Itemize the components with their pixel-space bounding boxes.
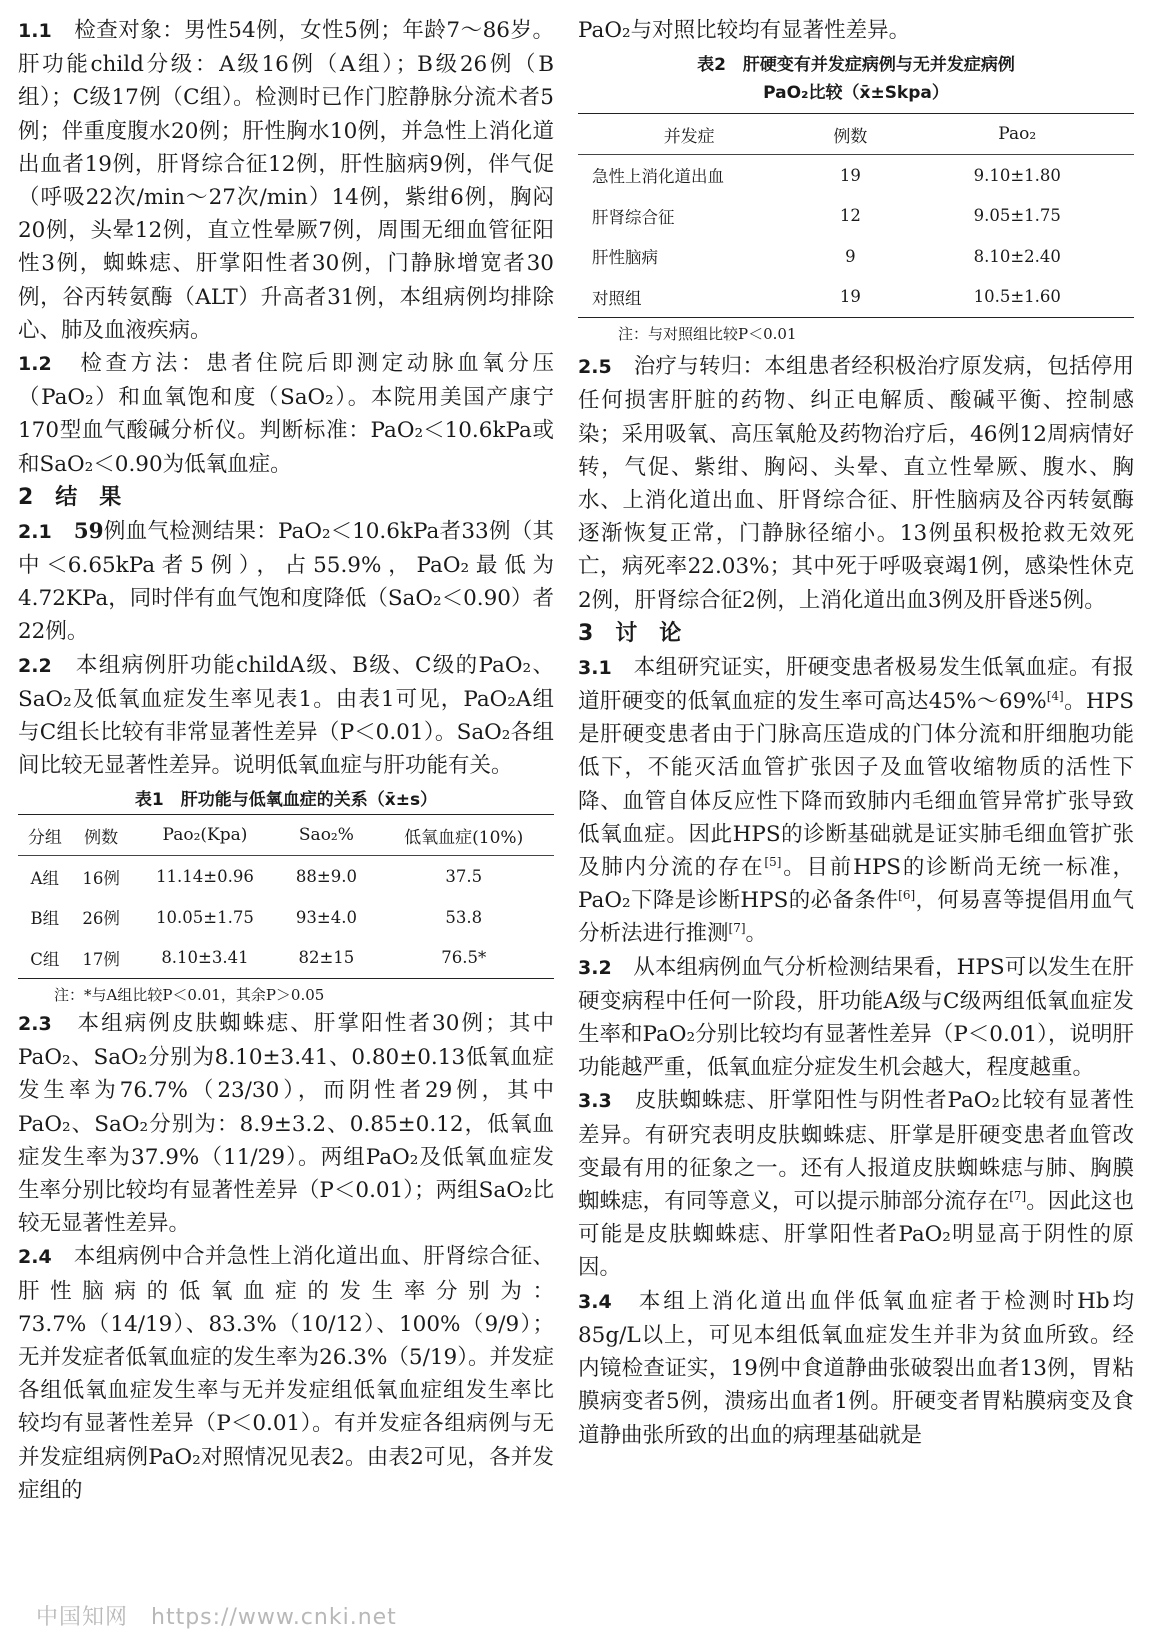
table-header-cell: 并发症 [578,114,800,155]
table-cell: 急性上消化道出血 [592,167,724,187]
table-header-cell: Sao₂% [279,815,373,856]
table-cell: 8.10±3.41 [161,948,249,968]
table-cell: 对照组 [592,288,642,308]
right-column [578,14,1134,1452]
table-cell: 9.05±1.75 [973,206,1061,226]
table-cell: 9 [845,246,856,266]
table-row [578,277,1134,318]
table-cell: 76.5* [441,948,487,968]
table-cell: 88±9.0 [295,867,357,887]
table-header-cell: 分组 [18,815,72,856]
table-header-cell: 例数 [800,114,900,155]
table-header-cell: 例数 [72,815,131,856]
table-cell: 19 [839,287,861,307]
para-3-3: 3.3 皮肤蜘蛛痣、肝掌阳性与阴性者PaO₂比较有显著性差异。有研究表明皮肤蜘蛛痣、肝掌是肝硬变患者血管改变最有用的征象之一。还有人报道皮肤蜘蛛痣与肺、胸膜蜘蛛痣，有同等意义，可以提示肺部分流存在[7]。因此这也可能是皮肤蜘蛛痣、肝掌阳性者PaO₂明显高于阴性的原因。 [578,1088,1134,1281]
table-1 [18,786,554,1007]
table-1-grid [18,814,554,979]
table-row [18,856,554,897]
table-cell: 19 [839,165,861,185]
table-cell: 肝性脑病 [592,248,658,268]
table-header-cell: Pao₂(Kpa) [131,815,280,856]
table-cell: 9.10±1.80 [973,165,1061,185]
table-header-row [18,815,554,856]
table-1-note: 注：*与A组比较P＜0.01，其余P＞0.05 [54,985,325,1004]
table-2-note: 注：与对照组比较P＜0.01 [618,325,797,344]
para-3-1: 3.1 本组研究证实，肝硬变患者极易发生低氧血症。有报道肝硬变的低氧血症的发生率可高达45%～69%[4]。HPS是肝硬变患者由于门脉高压造成的门体分流和肝细胞功能低下，不能灭活血管扩张因子及血管收缩物质的活性下降、血管自体反应性下降而致肺内毛细血管异常扩张导致低氧血症。因此HPS的诊断基础就是证实肺毛细血管扩张及肺内分流的存在[5]。目前HPS的诊断尚无统一标准，PaO₂下降是诊断HPS的必备条件[6]，何易喜等提倡用血气分析法进行推测[7]。 [578,654,1134,947]
table-2-caption-line-1: 表2 肝硬变有并发症病例与无并发症病例 [697,55,1015,76]
table-row [578,236,1134,277]
para-3-4: 3.4 本组上消化道出血伴低氧血症者于检测时Hb均85g/L以上，可见本组低氧血症发生并非为贫血所致。经内镜检查证实，19例中食道静曲张破裂出血者13例，胃粘膜病变者5例，溃疡出血者1例。肝硬变者胃粘膜病变及食道静曲张所致的出血的病理基础就是 [578,1288,1134,1448]
table-cell: 11.14±0.96 [156,867,254,887]
para-2-5: 2.5 治疗与转归：本组患者经积极治疗原发病，包括停用任何损害肝脏的药物、纠正电解质、酸碱平衡、控制感染；采用吸氧、高压氧舱及药物治疗后，46例12周病情好转，气促、紫绀、胸闷、头晕、直立性晕厥、腹水、胸水、上消化道出血、肝肾综合征、肝性脑病及谷丙转氨酶逐渐恢复正常，门静脉径缩小。13例虽积极抢救无效死亡，病死率22.03%；其中死于呼吸衰竭1例，感染性休克2例，肝肾综合征2例，上消化道出血3例及肝昏迷5例。 [578,354,1134,613]
table-cell: 10.05±1.75 [156,907,254,927]
table-row [18,897,554,938]
citation: [7] [1009,1188,1027,1203]
para-2-1: 2.1 59例血气检测结果：PaO₂＜10.6kPa者33例（其中＜6.65kPa者5例），占55.9%，PaO₂最低为4.72KPa，同时伴有血气饱和度降低（SaO₂＜0.90）者22例。 [18,518,554,645]
citation: [7] [728,921,746,936]
table-cell: A组 [30,868,60,888]
para-2-2: 2.2 本组病例肝功能childA级、B级、C级的PaO₂、SaO₂及低氧血症发生率见表1。由表1可见，PaO₂A组与C组长比较有非常显著性差异（P＜0.01）。SaO₂各组间比较无显著性差异。说明低氧血症与肝功能有关。 [18,652,554,779]
table-cell: 26例 [82,909,120,929]
citation: [6] [898,888,916,903]
table-row [578,196,1134,237]
table-cell: 肝肾综合征 [592,207,675,227]
table-cell: C组 [30,949,60,969]
table-cell: B组 [30,909,60,929]
table-row [18,937,554,978]
table-cell: 12 [839,206,861,226]
table-header-cell: 低氧血症(10%) [373,815,554,856]
table-2-grid [578,113,1134,318]
citation: [4] [1046,688,1064,703]
table-header-cell: Pao₂ [900,114,1134,155]
section-heading-discussion: 3 讨 论 [578,620,682,646]
table-2 [578,51,1134,346]
para-3-2: 3.2 从本组病例血气分析检测结果看，HPS可以发生在肝硬变病程中任何一阶段，肝功能A级与C级两组低氧血症发生率和PaO₂分别比较均有显著性差异（P＜0.01），说明肝功能越严重，低氧血症分症发生机会越大，程度越重。 [578,954,1134,1081]
table-1-caption: 表1 肝功能与低氧血症的关系（x̄±s） [134,790,438,811]
watermark: 中国知网 https://www.cnki.net [36,1605,397,1630]
table-cell: 10.5±1.60 [973,287,1061,307]
table-cell: 53.8 [445,907,483,927]
table-header-row [578,114,1134,155]
para-1-2: 1.2 检查方法：患者住院后即测定动脉血氧分压（PaO₂）和血氧饱和度（SaO₂）。本院用美国产康宁170型血气酸碱分析仪。判断标准：PaO₂＜10.6kPa或和SaO₂＜0.90为低氧血症。 [18,351,554,477]
para-1-1: 1.1 检查对象：男性54例，女性5例；年龄7～86岁。肝功能child分级：A级16例（A组）；B级26例（B组）；C级17例（C组）。检测时已作门腔静脉分流术者5例；伴重度腹水20例；肝性胸水10例，并急性上消化道出血者19例，肝肾综合征12例，肝性脑病9例，伴气促（呼吸22次/min～27次/min）14例，紫绀6例，胸闷20例，头晕12例，直立性晕厥7例，周围无细血管征阳性3例，蜘蛛痣、肝掌阳性者30例，门静脉增宽者30例，谷丙转氨酶（ALT）升高者31例，本组病例均排除心、肺及血液疾病。 [18,18,554,343]
para-2-4: 2.4 本组病例中合并急性上消化道出血、肝肾综合征、肝性脑病的低氧血症的发生率分别为：73.7%（14/19）、83.3%（10/12）、100%（9/9）；无并发症者低氧血症的发生率为26.3%（5/19）。并发症各组低氧血症发生率与无并发症组低氧血症组发生率比较均有显著性差异（P＜0.01）。有并发症各组病例与无并发症组病例PaO₂对照情况见表2。由表2可见，各并发症组的 [18,1244,554,1503]
table-2-caption-line-2: PaO₂比较（x̄±Skpa） [763,83,949,104]
table-cell: 16例 [82,868,120,888]
table-cell: 93±4.0 [295,907,357,927]
table-cell: 37.5 [445,867,483,887]
table-cell: 8.10±2.40 [973,246,1061,266]
left-column [18,14,554,1507]
citation: [5] [764,854,782,869]
section-heading-results: 2 结 果 [18,484,122,510]
para-continued: PaO₂与对照比较均有显著性差异。 [578,18,911,43]
table-row [578,155,1134,196]
table-cell: 82±15 [298,948,355,968]
para-2-3: 2.3 本组病例皮肤蜘蛛痣、肝掌阳性者30例；其中PaO₂、SaO₂分别为8.10±3.41、0.80±0.13低氧血症发生率为76.7%（23/30），而阴性者29例，其中PaO₂、SaO₂分别为：8.9±3.2、0.85±0.12，低氧血症发生率为37.9%（11/29）。两组PaO₂及低氧血症发生率分别比较均有显著性差异（P＜0.01）；两组SaO₂比较无显著性差异。 [18,1010,554,1237]
table-cell: 17例 [82,949,120,969]
